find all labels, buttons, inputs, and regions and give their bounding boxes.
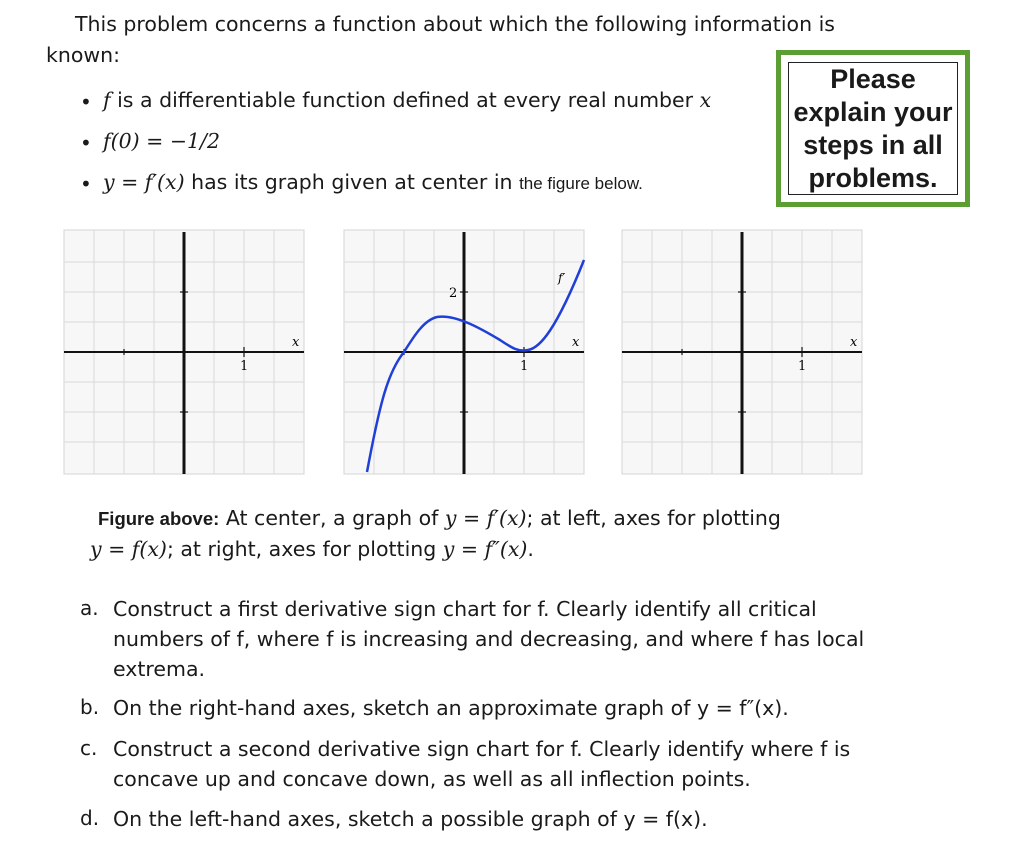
bullet-2 xyxy=(103,129,220,153)
question-label: c. xyxy=(80,736,98,760)
callout-text xyxy=(793,63,952,195)
question-label: a. xyxy=(80,596,99,620)
center-tick-label-y: 2 xyxy=(449,286,458,301)
right-tick-label: 1 xyxy=(798,359,807,374)
caption-text: ; at right, axes for plotting xyxy=(166,537,443,561)
question-label: d. xyxy=(80,806,100,830)
bullet-dot: • xyxy=(80,131,92,155)
explain-steps-callout xyxy=(776,50,970,207)
caption-math: y = f′(x) xyxy=(444,506,527,530)
center-curve-label: f′ xyxy=(558,271,566,285)
intro-line-1: This problem concerns a function about which the following information is xyxy=(75,12,835,36)
left-tick-label: 1 xyxy=(240,359,249,374)
question-b: On the right-hand axes, sketch an approximate graph of y = f″(x). xyxy=(113,696,789,720)
callout-line: problems. xyxy=(808,162,938,193)
bullet-3-text: has its graph given at center in xyxy=(184,170,520,194)
intro-line-2: known: xyxy=(46,43,121,67)
bullet-3 xyxy=(103,170,643,194)
caption-line-1 xyxy=(98,506,781,530)
caption-text: ; at left, axes for plotting xyxy=(526,506,781,530)
question-a: Construct a first derivative sign chart for f. Clearly identify all critical numbers of f, where f is increasing and decreasing, and where f has local extrema. xyxy=(113,597,865,681)
bullet-dot: • xyxy=(80,172,92,196)
caption-text: . xyxy=(527,537,534,561)
caption-line-2 xyxy=(90,537,534,561)
bullet-1-text: is a differentiable function defined at every real number xyxy=(110,88,700,112)
center-x-label: x xyxy=(572,335,580,350)
bullet-3-small: the figure below. xyxy=(519,174,643,193)
callout-line: Please xyxy=(830,63,916,94)
caption-math: y = f(x) xyxy=(90,537,167,561)
center-graph-panel xyxy=(344,230,584,474)
question-d: On the left-hand axes, sketch a possible graph of y = f(x). xyxy=(113,807,708,831)
question-label: b. xyxy=(80,695,100,719)
left-axes-panel xyxy=(64,230,304,474)
center-tick-label-x: 1 xyxy=(520,359,529,374)
figure-graphs xyxy=(0,222,1024,478)
callout-inner-box xyxy=(788,62,958,195)
question-c: Construct a second derivative sign chart for f. Clearly identify where f is concave up and concave down, as well as all inflection points. xyxy=(113,737,851,791)
right-axes-panel xyxy=(622,230,862,474)
bullet-1-math2: x xyxy=(699,88,712,112)
bullet-dot: • xyxy=(80,90,92,114)
callout-line: explain your xyxy=(793,96,953,127)
caption-bold: Figure above: xyxy=(98,508,220,529)
bullet-3-math: y = f′(x) xyxy=(103,170,185,194)
caption-math: y = f″(x) xyxy=(442,537,528,561)
callout-line: steps in all xyxy=(803,129,943,160)
right-x-label: x xyxy=(850,335,858,350)
bullet-2-math: f(0) = −1/2 xyxy=(103,129,221,153)
caption-text: At center, a graph of xyxy=(219,506,445,530)
bullet-1 xyxy=(103,88,711,112)
left-x-label: x xyxy=(292,335,300,350)
bullet-1-math: f xyxy=(103,88,111,112)
